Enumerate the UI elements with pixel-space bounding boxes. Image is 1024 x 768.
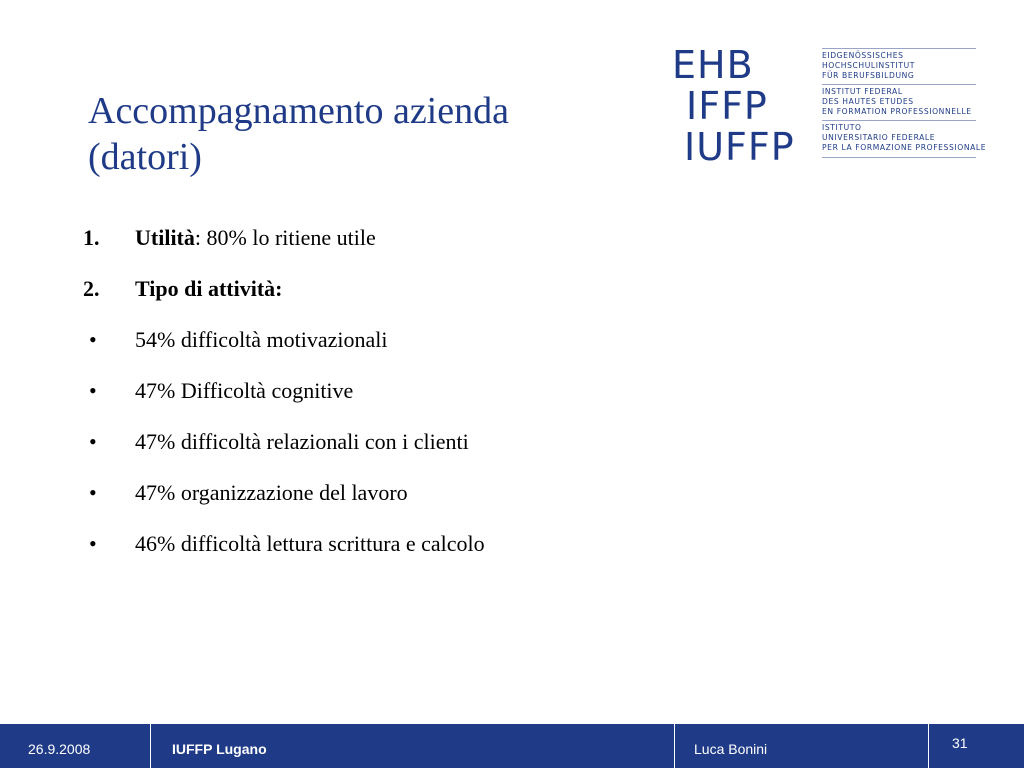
list-item-label: Utilità (135, 225, 195, 250)
bullet-icon: • (89, 378, 97, 403)
list-item (83, 426, 783, 477)
slide-title-line-2: (datori) (88, 136, 202, 178)
footer-divider (150, 724, 151, 768)
list-item-text: 47% organizzazione del lavoro (135, 480, 408, 505)
list-item-text: 46% difficoltà lettura scrittura e calcolo (135, 531, 485, 556)
footer-organization: IUFFP Lugano (172, 741, 267, 757)
list-item (83, 375, 783, 426)
footer-divider (674, 724, 675, 768)
bullet-icon: • (89, 327, 97, 352)
list-item-text (135, 222, 376, 254)
logo-text-french (822, 84, 976, 117)
logo-text-line: INSTITUT FEDERAL (822, 87, 903, 96)
logo-text-line: UNIVERSITARIO FEDERALE (822, 133, 936, 142)
footer-date: 26.9.2008 (28, 741, 91, 757)
logo-text-line: FÜR BERUFSBILDUNG (822, 71, 915, 80)
logo-acronym-ehb: EHB (672, 43, 754, 87)
list-item-text: 47% Difficoltà cognitive (135, 378, 354, 403)
logo-text-line: HOCHSCHULINSTITUT (822, 61, 915, 70)
list-item-text: 47% difficoltà relazionali con i clienti (135, 429, 469, 454)
logo-acronym-iuffp: IUFFP (684, 125, 795, 169)
logo-text-line: EN FORMATION PROFESSIONNELLE (822, 107, 972, 116)
list-item (83, 273, 783, 324)
list-item (83, 528, 783, 579)
logo-text-line: ISTITUTO (822, 123, 862, 132)
bullet-icon: • (89, 531, 97, 556)
logo-acronym-iffp: IFFP (686, 84, 768, 128)
logo-text-line: DES HAUTES ETUDES (822, 97, 914, 106)
bullet-icon: • (89, 480, 97, 505)
list-item (83, 324, 783, 375)
iuffp-logo (672, 42, 987, 169)
slide-title-line-1: Accompagnamento azienda (88, 90, 509, 132)
page-number: 31 (952, 735, 968, 751)
list-item-text (135, 273, 283, 305)
list-item-label: Tipo di attività: (135, 276, 283, 301)
logo-text-italian (822, 120, 987, 153)
list-item (83, 222, 783, 273)
list-number: 1. (83, 225, 100, 250)
footer-author: Luca Bonini (694, 741, 768, 757)
list-item-text: 54% difficoltà motivazionali (135, 327, 388, 352)
bullet-icon: • (89, 429, 97, 454)
list-item-value: : 80% lo ritiene utile (194, 225, 376, 250)
slide-footer (0, 724, 1024, 768)
slide-title (88, 88, 648, 180)
footer-divider (928, 724, 929, 768)
logo-text-german (822, 48, 976, 81)
slide-content-list (83, 222, 783, 579)
list-item (83, 477, 783, 528)
logo-divider (822, 157, 976, 158)
logo-text-line: PER LA FORMAZIONE PROFESSIONALE (822, 143, 987, 152)
list-number: 2. (83, 276, 100, 301)
logo-text-line: EIDGENÖSSISCHES (822, 51, 904, 60)
